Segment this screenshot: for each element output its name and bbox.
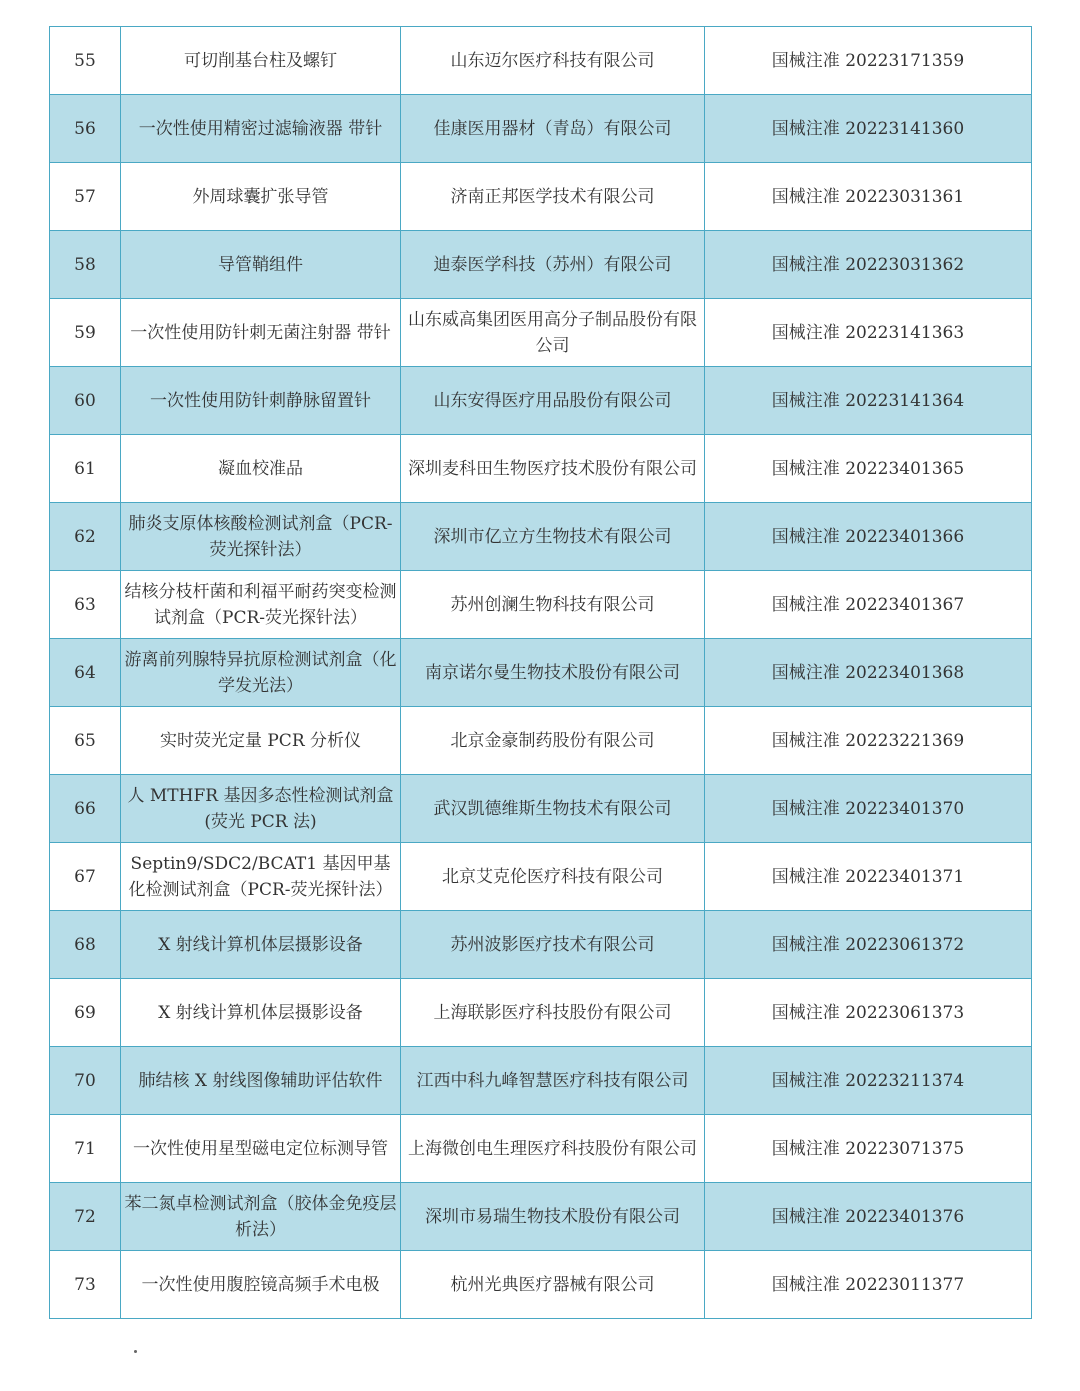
table-row	[50, 27, 1032, 95]
company-name-cell: 深圳市亿立方生物技术有限公司	[401, 503, 705, 571]
product-name-cell: X 射线计算机体层摄影设备	[121, 979, 401, 1047]
company-name-cell: 上海联影医疗科技股份有限公司	[401, 979, 705, 1047]
product-name-cell: 一次性使用星型磁电定位标测导管	[121, 1115, 401, 1183]
table-row	[50, 1183, 1032, 1251]
company-name-cell: 武汉凯德维斯生物技术有限公司	[401, 775, 705, 843]
table-row	[50, 1251, 1032, 1319]
company-name-cell: 苏州创澜生物科技有限公司	[401, 571, 705, 639]
company-name-cell: 苏州波影医疗技术有限公司	[401, 911, 705, 979]
row-number-cell: 59	[50, 299, 121, 367]
row-number-cell: 61	[50, 435, 121, 503]
company-name-cell: 上海微创电生理医疗科技股份有限公司	[401, 1115, 705, 1183]
registration-number-cell: 国械注准 20223171359	[705, 27, 1032, 95]
company-name-cell: 佳康医用器材（青岛）有限公司	[401, 95, 705, 163]
product-name-cell: X 射线计算机体层摄影设备	[121, 911, 401, 979]
row-number-cell: 60	[50, 367, 121, 435]
company-name-cell: 北京金豪制药股份有限公司	[401, 707, 705, 775]
product-name-cell: 苯二氮卓检测试剂盒（胶体金免疫层析法）	[121, 1183, 401, 1251]
table-row	[50, 1047, 1032, 1115]
row-number-cell: 58	[50, 231, 121, 299]
table-row	[50, 911, 1032, 979]
product-name-cell: 游离前列腺特异抗原检测试剂盒（化学发光法）	[121, 639, 401, 707]
row-number-cell: 71	[50, 1115, 121, 1183]
table-row	[50, 843, 1032, 911]
row-number-cell: 56	[50, 95, 121, 163]
row-number-cell: 62	[50, 503, 121, 571]
registration-number-cell: 国械注准 20223071375	[705, 1115, 1032, 1183]
table-row	[50, 1115, 1032, 1183]
row-number-cell: 64	[50, 639, 121, 707]
row-number-cell: 67	[50, 843, 121, 911]
company-name-cell: 南京诺尔曼生物技术股份有限公司	[401, 639, 705, 707]
page-dot-mark	[134, 1350, 137, 1353]
registration-number-cell: 国械注准 20223401370	[705, 775, 1032, 843]
registration-number-cell: 国械注准 20223031362	[705, 231, 1032, 299]
row-number-cell: 70	[50, 1047, 121, 1115]
table-row	[50, 979, 1032, 1047]
row-number-cell: 66	[50, 775, 121, 843]
product-name-cell: 凝血校准品	[121, 435, 401, 503]
product-name-cell: 可切削基台柱及螺钉	[121, 27, 401, 95]
product-name-cell: 肺结核 X 射线图像辅助评估软件	[121, 1047, 401, 1115]
row-number-cell: 72	[50, 1183, 121, 1251]
table-row	[50, 367, 1032, 435]
company-name-cell: 济南正邦医学技术有限公司	[401, 163, 705, 231]
registration-number-cell: 国械注准 20223061373	[705, 979, 1032, 1047]
product-name-cell: 一次性使用腹腔镜高频手术电极	[121, 1251, 401, 1319]
table-row	[50, 775, 1032, 843]
product-name-cell: Septin9/SDC2/BCAT1 基因甲基化检测试剂盒（PCR-荧光探针法）	[121, 843, 401, 911]
product-name-cell: 一次性使用防针刺静脉留置针	[121, 367, 401, 435]
row-number-cell: 57	[50, 163, 121, 231]
registration-number-cell: 国械注准 20223211374	[705, 1047, 1032, 1115]
product-name-cell: 结核分枝杆菌和利福平耐药突变检测试剂盒（PCR-荧光探针法）	[121, 571, 401, 639]
product-name-cell: 一次性使用精密过滤输液器 带针	[121, 95, 401, 163]
company-name-cell: 深圳市易瑞生物技术股份有限公司	[401, 1183, 705, 1251]
table-row	[50, 571, 1032, 639]
table-row	[50, 639, 1032, 707]
registration-number-cell: 国械注准 20223401376	[705, 1183, 1032, 1251]
row-number-cell: 63	[50, 571, 121, 639]
row-number-cell: 73	[50, 1251, 121, 1319]
company-name-cell: 山东威高集团医用高分子制品股份有限公司	[401, 299, 705, 367]
registration-number-cell: 国械注准 20223401365	[705, 435, 1032, 503]
product-name-cell: 导管鞘组件	[121, 231, 401, 299]
table-row	[50, 299, 1032, 367]
company-name-cell: 迪泰医学科技（苏州）有限公司	[401, 231, 705, 299]
registration-number-cell: 国械注准 20223141363	[705, 299, 1032, 367]
product-name-cell: 外周球囊扩张导管	[121, 163, 401, 231]
company-name-cell: 山东迈尔医疗科技有限公司	[401, 27, 705, 95]
registry-table	[49, 26, 1032, 1319]
company-name-cell: 山东安得医疗用品股份有限公司	[401, 367, 705, 435]
product-name-cell: 人 MTHFR 基因多态性检测试剂盒(荧光 PCR 法)	[121, 775, 401, 843]
registration-number-cell: 国械注准 20223141360	[705, 95, 1032, 163]
company-name-cell: 深圳麦科田生物医疗技术股份有限公司	[401, 435, 705, 503]
table-row	[50, 435, 1032, 503]
registration-number-cell: 国械注准 20223011377	[705, 1251, 1032, 1319]
table-row	[50, 707, 1032, 775]
company-name-cell: 杭州光典医疗器械有限公司	[401, 1251, 705, 1319]
registry-table-body	[50, 27, 1032, 1319]
row-number-cell: 65	[50, 707, 121, 775]
row-number-cell: 69	[50, 979, 121, 1047]
registry-table-container	[49, 26, 1031, 1319]
product-name-cell: 一次性使用防针刺无菌注射器 带针	[121, 299, 401, 367]
table-row	[50, 163, 1032, 231]
registration-number-cell: 国械注准 20223401371	[705, 843, 1032, 911]
row-number-cell: 55	[50, 27, 121, 95]
registration-number-cell: 国械注准 20223061372	[705, 911, 1032, 979]
table-row	[50, 231, 1032, 299]
registration-number-cell: 国械注准 20223401368	[705, 639, 1032, 707]
registration-number-cell: 国械注准 20223401367	[705, 571, 1032, 639]
table-row	[50, 95, 1032, 163]
registration-number-cell: 国械注准 20223141364	[705, 367, 1032, 435]
registration-number-cell: 国械注准 20223031361	[705, 163, 1032, 231]
product-name-cell: 实时荧光定量 PCR 分析仪	[121, 707, 401, 775]
registration-number-cell: 国械注准 20223221369	[705, 707, 1032, 775]
company-name-cell: 江西中科九峰智慧医疗科技有限公司	[401, 1047, 705, 1115]
company-name-cell: 北京艾克伦医疗科技有限公司	[401, 843, 705, 911]
row-number-cell: 68	[50, 911, 121, 979]
registration-number-cell: 国械注准 20223401366	[705, 503, 1032, 571]
product-name-cell: 肺炎支原体核酸检测试剂盒（PCR-荧光探针法）	[121, 503, 401, 571]
table-row	[50, 503, 1032, 571]
